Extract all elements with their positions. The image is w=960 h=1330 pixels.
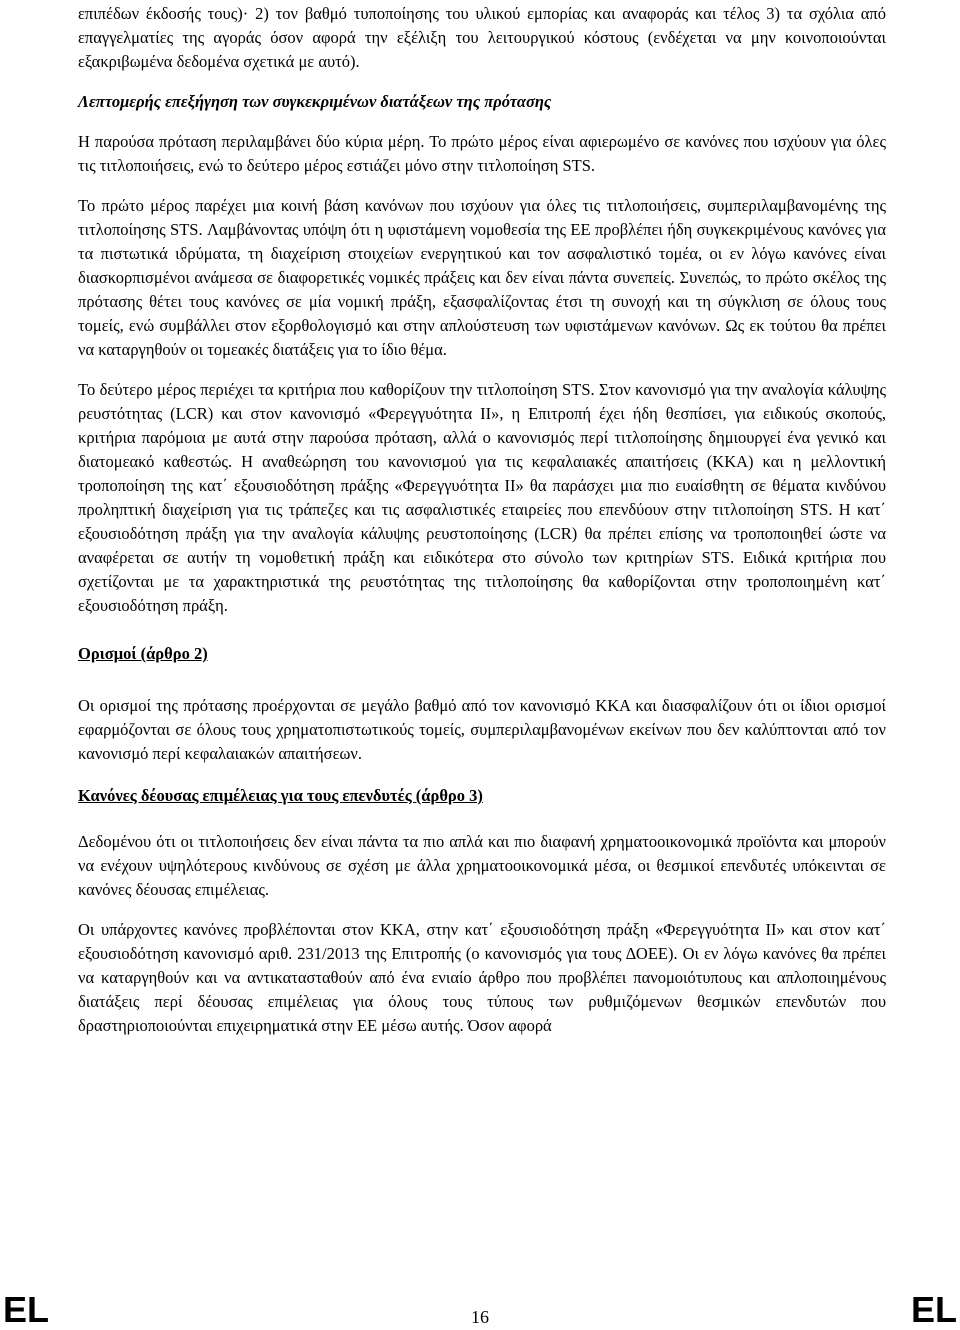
paragraph-due-diligence: Δεδομένου ότι οι τιτλοποιήσεις δεν είναι πάντα τα πιο απλά και πιο διαφανή χρηματοοικονομικά προϊόντα και μπορούν να ενέχουν υψηλότερους κινδύνους σε σχέση με άλλα χρηματοοικονομικά μέσα, οι θεσμικοί επενδυτές υπόκεινται σε κανόνες δέουσας επιμέλειας.: [78, 832, 886, 899]
page-number: 16: [471, 1307, 489, 1327]
section-heading-definitions: Ορισμοί (άρθρο 2): [78, 644, 208, 663]
footer-language-right: EL: [910, 1289, 957, 1330]
paragraph-second-part: Το δεύτερο μέρος περιέχει τα κριτήρια που καθορίζουν την τιτλοποίηση STS. Στον κανονισμό για την αναλογία κάλυψης ρευστότητας (LCR) και στον κανονισμό «Φερεγγυότητα ΙΙ», η Επιτροπή έχει ήδη θεσπίσει, για ειδικούς σκοπούς, κριτήρια παρόμοια με αυτά στην παρούσα πρόταση, αλλά ο κανονισμός περί τιτλοποίησης δημιουργεί ένα γενικό και διατομεακό καθεστώς. Η αναθεώρηση του κανονισμού για τις κεφαλαιακές απαιτήσεις (ΚΚΑ) και η μελλοντική τροποποίηση της κατ΄ εξουσιοδότηση πράξης «Φερεγγυότητα ΙΙ» θα παράσχει μια πιο ευαίσθητη σε θέματα κινδύνου προληπτική διαχείριση για τις τράπεζες και τις ασφαλιστικές εταιρείες που επενδύουν στην τιτλοποίηση STS. Η κατ΄ εξουσιοδότηση πράξη για την αναλογία κάλυψης ρευστοποίησης (LCR) θα πρέπει επίσης να τροποποιηθεί ώστε να αναφέρεται σε αυτήν τη νομοθετική πράξη και ειδικότερα στο σύνολο των κριτηρίων STS. Ειδικά κριτήρια που σχετίζονται με τα χαρακτηριστικά της ρευστότητας της τιτλοποίησης θα καθορίζονται στην τροποποιημένη κατ΄ εξουσιοδότηση πράξη.: [78, 380, 886, 615]
paragraph-existing-rules: Οι υπάρχοντες κανόνες προβλέπονται στον ΚΚΑ, στην κατ΄ εξουσιοδότηση πράξη «Φερεγγυότητα ΙΙ» και στον κατ΄ εξουσιοδότηση κανονισμό αριθ. 231/2013 της Επιτροπής (ο κανονισμός για τους ΔΟΕΕ). Οι εν λόγω κανόνες θα πρέπει να καταργηθούν και να αντικατασταθούν από ένα ενιαίο άρθρο που προβλέπει πανομοιότυπους και απλοποιημένους διατάξεις περί δέουσας επιμέλειας για όλους τους τύπους των ρυθμιζόμενων θεσμικών επενδυτών που δραστηριοποιούνται επιχειρηματικά στην ΕΕ μέσω αυτής. Όσον αφορά: [78, 920, 886, 1035]
section-heading-due-diligence: Κανόνες δέουσας επιμέλειας για τους επενδυτές (άρθρο 3): [78, 786, 483, 805]
document-body: [78, 0, 886, 1038]
paragraph-first-part: Το πρώτο μέρος παρέχει μια κοινή βάση κανόνων που ισχύουν για όλες τις τιτλοποιήσεις, συμπεριλαμβανομένης της τιτλοποίησης STS. Λαμβάνοντας υπόψη ότι η υφιστάμενη νομοθεσία της ΕΕ προβλέπει ήδη συγκεκριμένους κανόνες για τα πιστωτικά ιδρύματα, τη διαχείριση στοιχείων ενεργητικού και τον ασφαλιστικό τομέα, οι εν λόγω κανόνες είναι διασκορπισμένοι ανάμεσα σε διαφορετικές νομικές πράξεις και δεν είναι πάντα συνεπείς. Συνεπώς, το πρώτο σκέλος της πρότασης θέτει τους κανόνες σε μία νομική πράξη, εξασφαλίζοντας έτσι τη συνοχή και τη σύγκλιση σε όλους τους τομείς, ενώ συμβάλλει στον εξορθολογισμό και στην απλούστευση των υφιστάμενων κανόνων. Ως εκ τούτου θα πρέπει να καταργηθούν οι τομεακές διατάξεις για το ίδιο θέμα.: [78, 196, 886, 359]
paragraph-proposal-parts: Η παρούσα πρόταση περιλαμβάνει δύο κύρια μέρη. Το πρώτο μέρος είναι αφιερωμένο σε κανόνες που ισχύουν για όλες τις τιτλοποιήσεις, ενώ το δεύτερο μέρος εστιάζει μόνο στην τιτλοποίηση STS.: [78, 132, 886, 175]
section-heading-detailed-explanation: Λεπτομερής επεξήγηση των συγκεκριμένων διατάξεων της πρότασης: [78, 92, 552, 111]
footer-language-left: EL: [3, 1289, 50, 1330]
paragraph-definitions: Οι ορισμοί της πρότασης προέρχονται σε μεγάλο βαθμό από τον κανονισμό ΚΚΑ και διασφαλίζουν ότι οι ίδιοι ορισμοί εφαρμόζονται σε όλους τους χρηματοπιστωτικούς τομείς, συμπεριλαμβανομένων εκείνων που δεν καλύπτονται από τον κανονισμό περί κεφαλαιακών απαιτήσεων.: [78, 696, 886, 763]
paragraph-continuation: επιπέδων έκδοσής τους)· 2) τον βαθμό τυποποίησης του υλικού εμπορίας και αναφοράς και τέλος 3) τα σχόλια από επαγγελματίες της αγοράς όσον αφορά την εξέλιξη του λειτουργικού κόστους (ενδέχεται να μην κοινοποιούνται εξακριβωμένα δεδομένα σχετικά με αυτό).: [78, 4, 886, 71]
